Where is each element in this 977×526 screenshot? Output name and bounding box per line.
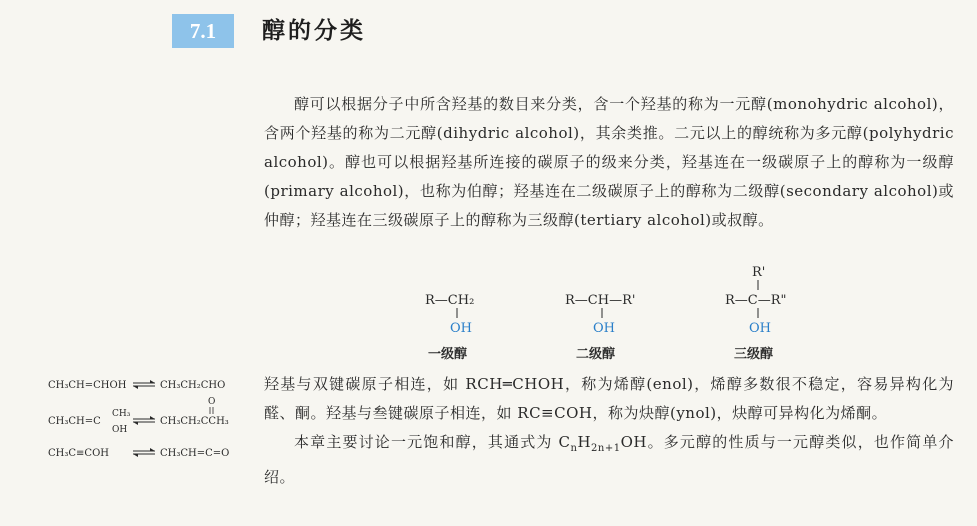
formula-pre: 本章主要讨论一元饱和醇，其通式为 C bbox=[294, 433, 571, 451]
primary-label: 一级醇 bbox=[428, 347, 468, 362]
tertiary-oh: OH bbox=[749, 321, 771, 336]
secondary-alcohol-structure bbox=[565, 293, 635, 362]
section-number-badge: 7.1 bbox=[172, 14, 234, 48]
secondary-main: R—CH—R' bbox=[565, 293, 636, 308]
tautomer-equations bbox=[48, 370, 248, 470]
alcohol-structures bbox=[400, 262, 820, 362]
eq2-left-bottom: OH bbox=[112, 425, 128, 435]
tertiary-label: 三级醇 bbox=[734, 347, 774, 362]
eq2-left: CH₃CH=C bbox=[48, 416, 101, 427]
eq2-left-top: CH₃ bbox=[112, 409, 131, 419]
secondary-label: 二级醇 bbox=[576, 347, 616, 362]
eq1-right: CH₃CH₂CHO bbox=[160, 380, 226, 391]
section-title: 醇的分类 bbox=[262, 18, 366, 44]
equilibrium-arrow-icon bbox=[133, 416, 155, 425]
paragraph-1-text: 醇可以根据分子中所含羟基的数目来分类，含一个羟基的称为一元醇(monohydric alcohol)，含两个羟基的称为二元醇(dihydric alcohol)，其余类推。二元以上的醇统称为多元醇(polyhydric alcohol)。醇也可以根据羟基所连接的碳原子的级来分类，羟基连在一级碳原子上的醇称为一级醇(primary alcohol)，也称为伯醇；羟基连在二级碳原子上的醇称为二级醇(secondary alcohol)或仲醇；羟基连在三级碳原子上的醇称为三级醇(tertiary alcohol)或叔醇。 bbox=[264, 95, 954, 229]
eq2-right-top: O bbox=[208, 397, 216, 407]
primary-alcohol-structure bbox=[425, 293, 474, 362]
equilibrium-arrow-icon bbox=[133, 448, 155, 457]
tertiary-main: R—C—R" bbox=[725, 293, 787, 308]
paragraph-2-text: 羟基与双键碳原子相连，如 RCH═CHOH，称为烯醇(enol)，烯醇多数很不稳定，容易异构化为醛、酮。羟基与叁键碳原子相连，如 RC≡COH，称为炔醇(ynol)，炔醇可异构化为烯酮。 bbox=[264, 375, 954, 422]
equilibrium-arrow-icon bbox=[133, 380, 155, 389]
formula-sub-2n1: 2n+1 bbox=[591, 443, 621, 454]
primary-main: R—CH₂ bbox=[425, 293, 475, 308]
tertiary-alcohol-structure bbox=[725, 265, 787, 362]
formula-h: H bbox=[577, 433, 592, 451]
equation-3 bbox=[48, 448, 229, 459]
eq2-right: CH₃CH₂CCH₃ bbox=[160, 416, 229, 427]
primary-oh: OH bbox=[450, 321, 472, 336]
paragraph-classification bbox=[264, 90, 954, 235]
formula-post: OH。多元醇的性质与一元醇类似，也作简单介绍。 bbox=[264, 433, 955, 486]
eq3-left: CH₃C≡COH bbox=[48, 448, 109, 459]
paragraph-enols bbox=[264, 370, 954, 492]
paragraph-3-text bbox=[264, 428, 954, 492]
eq1-left: CH₃CH=CHOH bbox=[48, 380, 127, 391]
formula-sub-n: n bbox=[570, 443, 578, 454]
secondary-oh: OH bbox=[593, 321, 615, 336]
equation-2 bbox=[48, 397, 229, 435]
equation-1 bbox=[48, 380, 225, 391]
tertiary-top: R' bbox=[752, 265, 766, 280]
eq3-right: CH₃CH=C=O bbox=[160, 448, 230, 459]
